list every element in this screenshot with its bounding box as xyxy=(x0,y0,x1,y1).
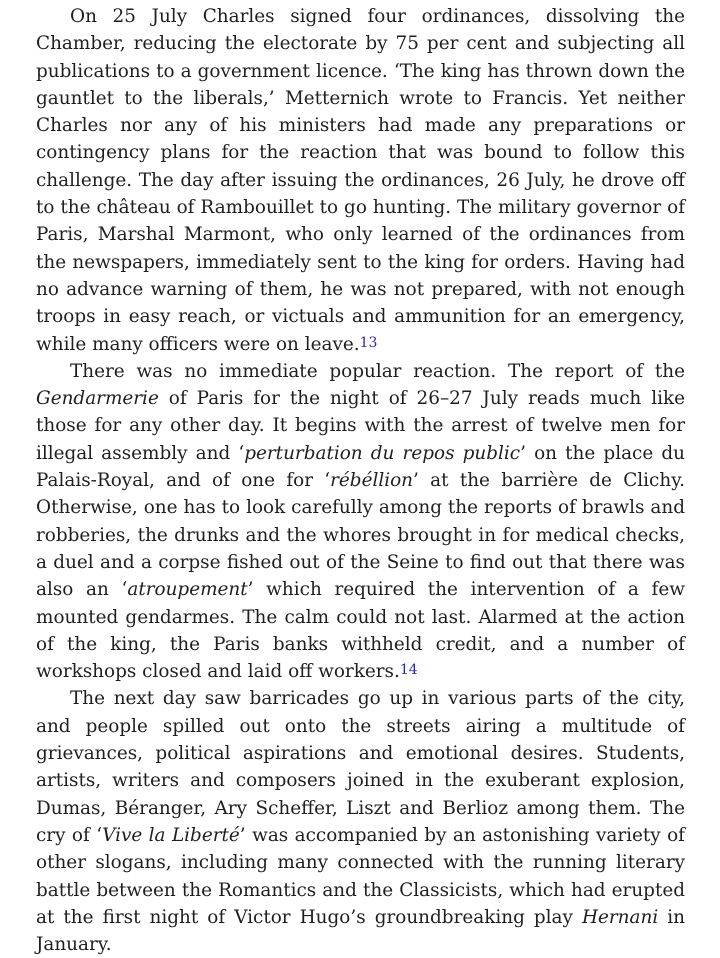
text-run: The next day saw barricades go up in various parts of the city, and people spilled out onto the streets airing a multitude of grievances, political aspirations and emotional desires. Students, artists, writers and composers joined in the exuberant explosion, Dumas, Béranger, Ary Scheffer, Liszt and Berlioz among them. The cry of ‘ xyxy=(36,688,685,846)
text-run: There was no immediate popular reaction. The report of the xyxy=(70,360,685,382)
text-run: in January. xyxy=(36,906,685,956)
paragraph-barricades xyxy=(36,685,685,958)
text-run: ’ on the place du Palais-Royal, and of one for ‘ xyxy=(36,442,685,492)
italic-term: Hernani xyxy=(581,906,659,928)
italic-term: Gendarmerie xyxy=(36,388,159,410)
text-run: ’ was accompanied by an astonishing variety of other slogans, including many connected with the running literary battle between the Romantics and the Classicists, which had erupted at the first night of Victor Hugo’s groundbreaking play xyxy=(36,824,685,928)
footnote-ref-14[interactable]: 14 xyxy=(399,662,418,679)
footnote-ref-13[interactable]: 13 xyxy=(359,334,378,351)
text-run: of Paris for the night of 26–27 July reads much like those for any other day. It begins with the arrest of twelve men for illegal assembly and ‘ xyxy=(36,388,685,464)
paragraph-gendarmerie-report xyxy=(36,358,685,686)
italic-term: Vive la Liberté xyxy=(102,824,240,846)
italic-term: perturbation du repos public xyxy=(244,442,521,464)
text-run: On 25 July Charles signed four ordinances, dissolving the Chamber, reducing the electorate by 75 per cent and subjecting all publications to a government licence. ‘The king has thrown down the gauntlet to the liberals,’ Metternich wrote to Francis. Yet neither Charles nor any of his ministers had made any preparations or contingency plans for the reaction that was bound to follow this challenge. The day after issuing the ordinances, 26 July, he drove off to the château of Rambouillet to go hunting. The military governor of Paris, Marshal Marmont, who only learned of the ordinances from the newspapers, immediately sent to the king for orders. Having had no advance warning of them, he was not prepared, with not enough troops in easy reach, or victuals and ammunition for an emergency, while many officers were on leave. xyxy=(36,6,685,355)
text-run: ’ which required the intervention of a few mounted gendarmes. The calm could not last. Alarmed at the action of the king, the Paris banks withheld credit, and a number of workshops closed and laid off workers. xyxy=(36,579,685,683)
paragraph-ordinances xyxy=(36,3,685,358)
text-run: ’ at the barrière de Clichy. Otherwise, one has to look carefully among the reports of brawls and robberies, the drunks and the whores brought in for medical checks, a duel and a corpse fished out of the Seine to find out that there was also an ‘ xyxy=(36,470,685,601)
italic-term: rébéllion xyxy=(330,470,414,492)
italic-term: atroupement xyxy=(127,579,248,601)
